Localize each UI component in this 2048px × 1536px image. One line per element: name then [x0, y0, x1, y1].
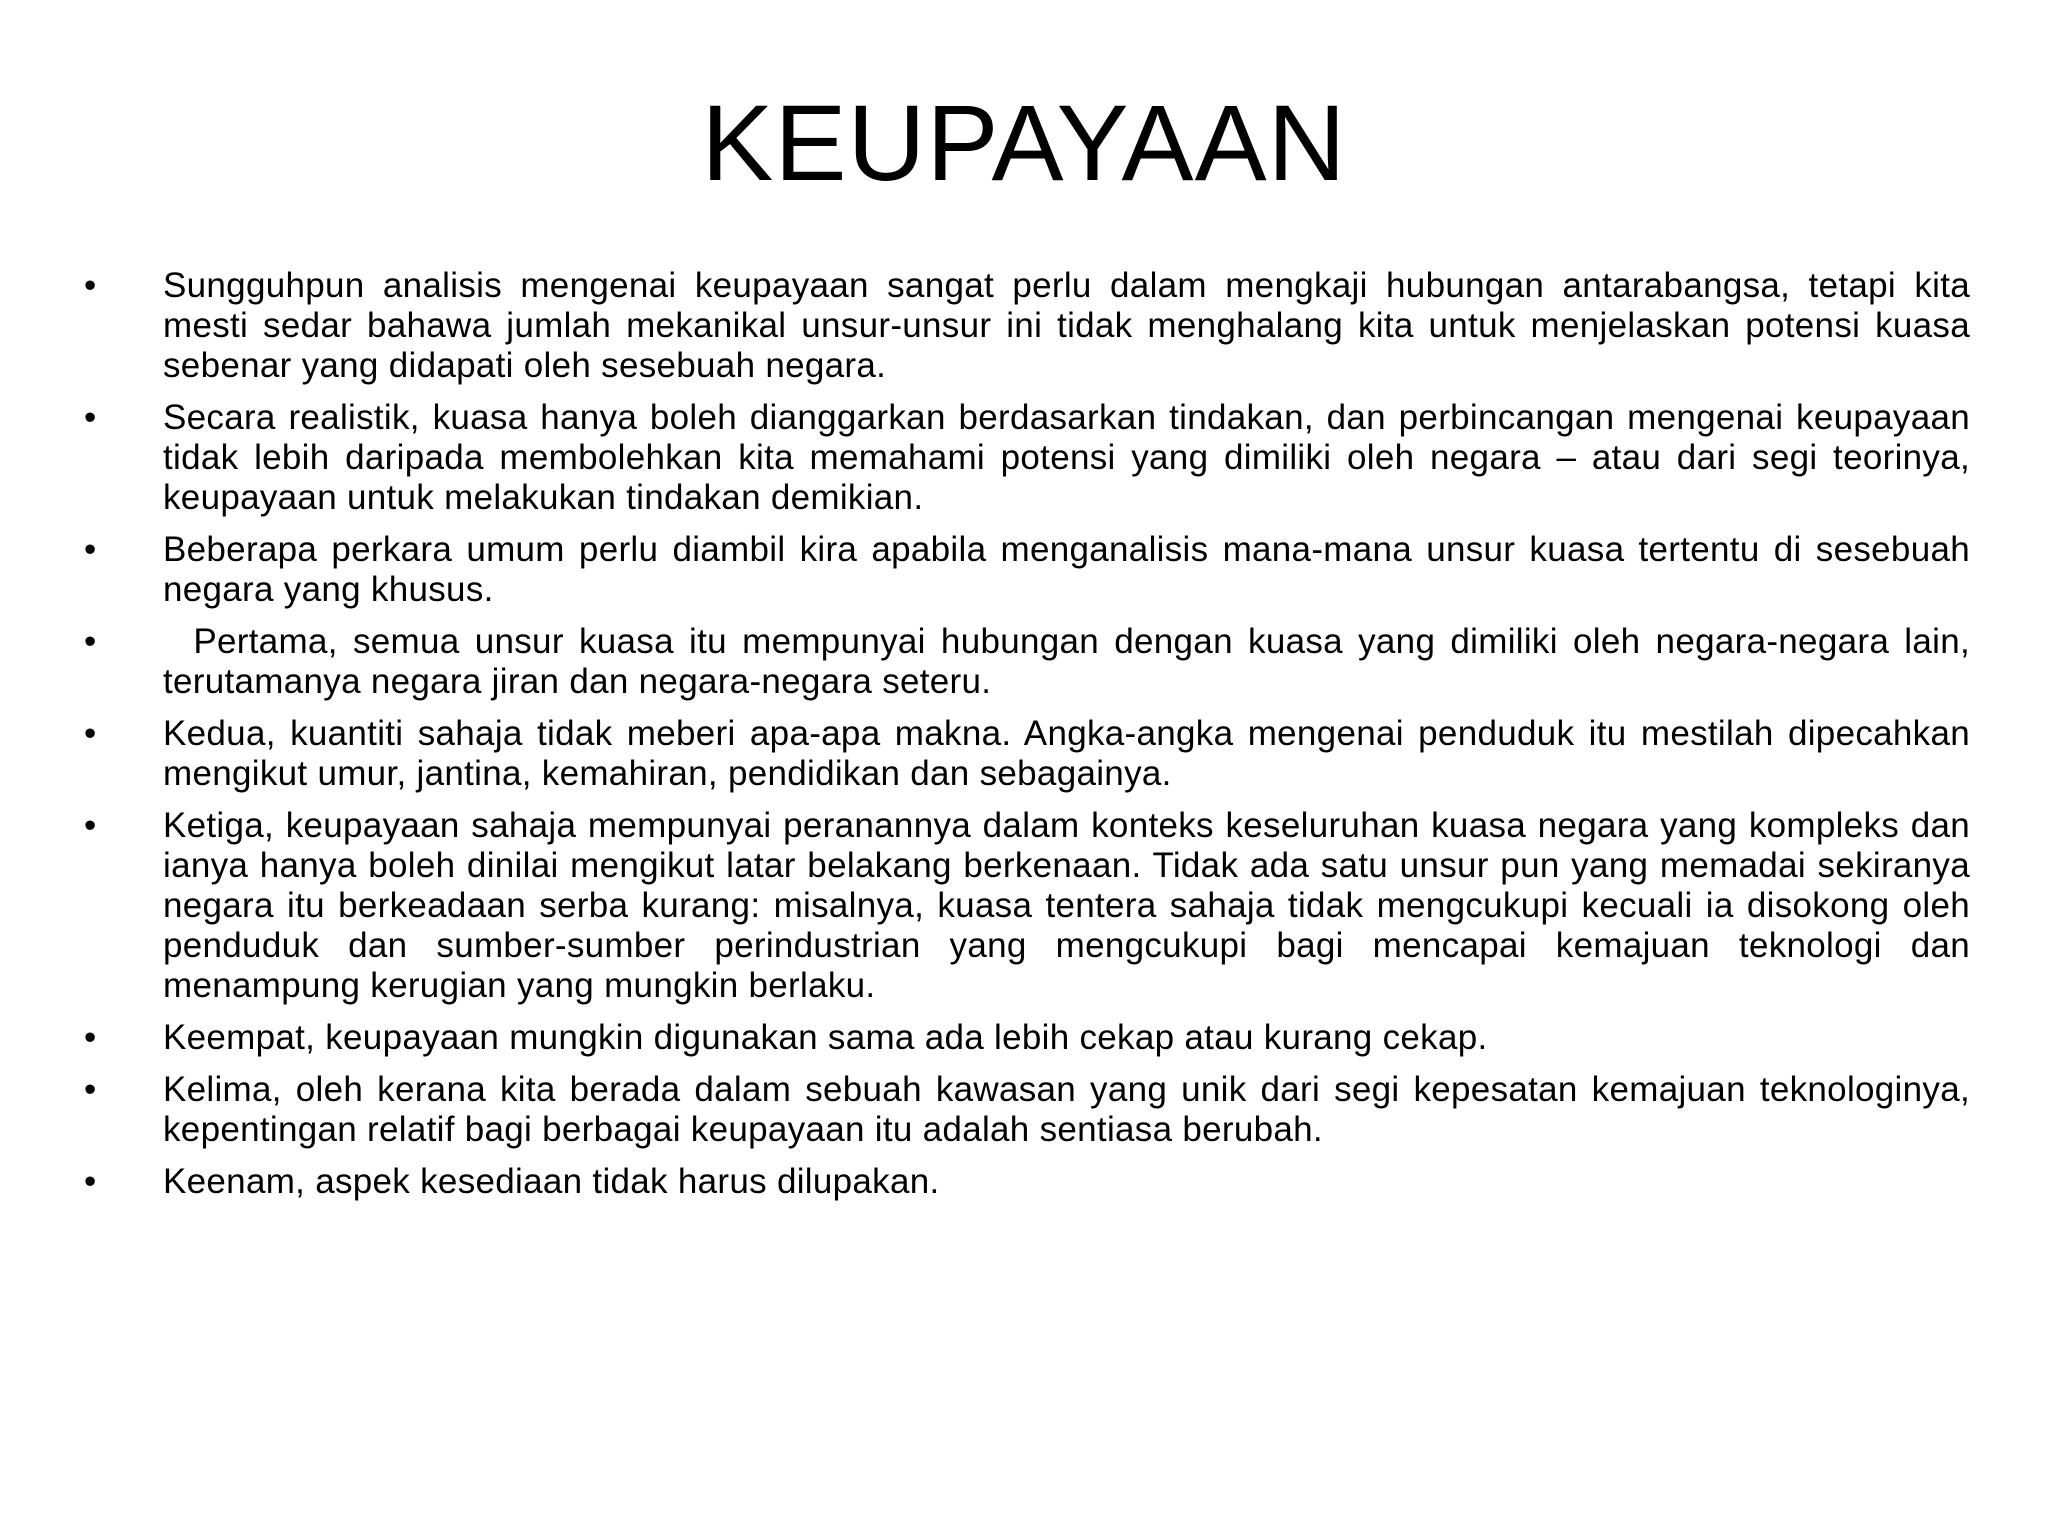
bullet-text: Sungguhpun analisis mengenai keupayaan sangat perlu dalam mengkaji hubungan antarabangsa, tetapi kita mesti sedar bahawa jumlah mekanikal unsur-unsur ini tidak menghalang kita untuk menjelaskan potensi kuasa sebenar yang didapati oleh sesebuah negara. — [163, 266, 1970, 385]
list-item — [78, 1018, 1970, 1058]
list-item — [78, 1162, 1970, 1202]
bullet-list — [78, 266, 1981, 1214]
bullet-icon: • — [84, 806, 97, 845]
bullet-text: Ketiga, keupayaan sahaja mempunyai peranannya dalam konteks keseluruhan kuasa negara yang kompleks dan ianya hanya boleh dinilai mengikut latar belakang berkenaan. Tidak ada satu unsur pun yang memadai sekiranya negara itu berkeadaan serba kurang: misalnya, kuasa tentera sahaja tidak mengcukupi kecuali ia disokong oleh penduduk dan sumber-sumber perindustrian yang mengcukupi bagi mencapai kemajuan teknologi dan menampung kerugian yang mungkin berlaku. — [163, 806, 1970, 1005]
bullet-text: Kedua, kuantiti sahaja tidak meberi apa-apa makna. Angka-angka mengenai penduduk itu mestilah dipecahkan mengikut umur, jantina, kemahiran, pendidikan dan sebagainya. — [163, 714, 1970, 793]
list-item — [78, 398, 1970, 518]
bullet-icon: • — [84, 1162, 97, 1201]
list-item — [78, 806, 1970, 1006]
list-item — [78, 622, 1981, 702]
bullet-text: Keempat, keupayaan mungkin digunakan sama ada lebih cekap atau kurang cekap. — [163, 1018, 1488, 1057]
slide-title: KEUPAYAAN — [701, 82, 1347, 203]
bullet-text: Pertama, semua unsur kuasa itu mempunyai hubungan dengan kuasa yang dimiliki oleh negara-negara lain, terutamanya negara jiran dan negara-negara seteru. — [163, 622, 1981, 701]
bullet-text: Keenam, aspek kesediaan tidak harus dilupakan. — [163, 1162, 940, 1201]
bullet-icon: • — [84, 266, 97, 305]
bullet-icon: • — [84, 622, 97, 661]
bullet-icon: • — [84, 1018, 97, 1057]
list-item — [78, 1070, 1970, 1150]
bullet-icon: • — [84, 530, 97, 569]
bullet-icon: • — [84, 714, 97, 753]
bullet-text: Secara realistik, kuasa hanya boleh dianggarkan berdasarkan tindakan, dan perbincangan mengenai keupayaan tidak lebih daripada membolehkan kita memahami potensi yang dimiliki oleh negara – atau dari segi teorinya, keupayaan untuk melakukan tindakan demikian. — [163, 398, 1970, 517]
bullet-icon: • — [84, 1070, 97, 1109]
bullet-text: Kelima, oleh kerana kita berada dalam sebuah kawasan yang unik dari segi kepesatan kemajuan teknologinya, kepentingan relatif bagi berbagai keupayaan itu adalah sentiasa berubah. — [163, 1070, 1970, 1149]
list-item — [78, 714, 1970, 794]
list-item — [78, 530, 1970, 610]
bullet-text: Beberapa perkara umum perlu diambil kira apabila menganalisis mana-mana unsur kuasa tertentu di sesebuah negara yang khusus. — [163, 530, 1970, 609]
bullet-icon: • — [84, 398, 97, 437]
list-item — [78, 266, 1970, 386]
